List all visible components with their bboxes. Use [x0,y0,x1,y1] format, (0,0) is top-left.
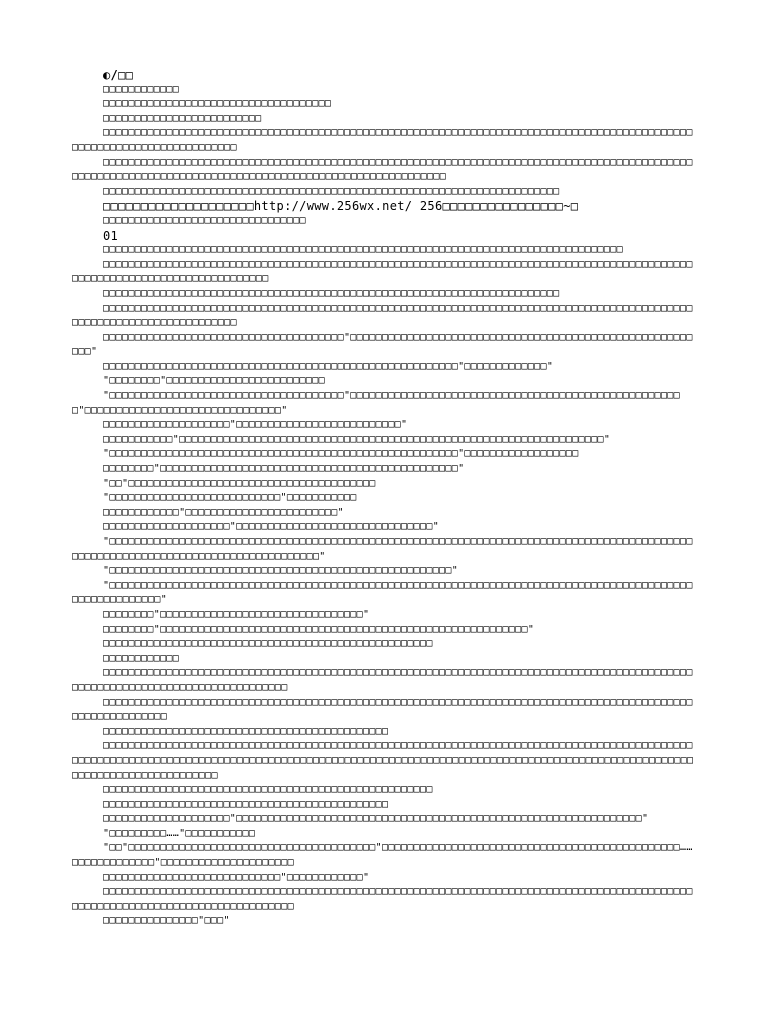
paragraph: □□□□□□□□□□□□□□□□□□□□□□□□□□□□□□□□□□□□□□□□□□□□□□□□□□□□ [103,784,433,796]
paragraph: □□□□□□□□□□□□"□□□□□□□□□□□□□□□□□□□□□□□□" [103,506,344,518]
paragraph: □□□□□□□□□□□□□□□□□□□□□□□□□□□□□□□□□□□□□□□□□□□□□□□□□□□□□□□□□□□□□□□□□□□□□□□□□□□□□□□□□□□□□□□□□□□□□□□□□□□□□□□□□□□□□□□□□□□□□□□□□□□□□□□□ [72,886,693,912]
paragraph: "□□□□□□□□"□□□□□□□□□□□□□□□□□□□□□□□□□ [103,375,325,387]
paragraph: □□□□□□□□□□□□□□□□□□□□□□□□□□□□□□□□□□□□□□□□□□□□□ [103,798,389,810]
paragraph: □□□□□□□□□□□□□□□□□□□□□□□□□□□□□□□□□□□□□□□□□□□□□□□□□□□□□□□□□□□□□□□□□□□□□□□□□□□□□□□□□□□□□□□□□□□□□□□□□□□□□□□□□□□□□□□□□□□□□□□□□□□□□□□□□□□□□□□□□□□□□□□□□□□□□□□□□□□□□□□□□□□□□□□□□□□□□□□□□□□□□□□□□□□□□□□□□□□□□□□□□□□□□□□□□□□□□□ [72,740,694,781]
paragraph: "□□□□□□□□□……"□□□□□□□□□□□ [103,827,256,839]
paragraph: □□□□□□□□□□□□□□□"□□□" [103,915,230,927]
paragraph: □□□□□□□□□□□□□□□□□□□□□□□□□□□□□□□□□□□□□□□□□□□□□□□□□□□□□□□□□□□□□□□□□□□□□□□□□□□□□□□□□□□□□□□□□□□□□□□□□□□□□□□□□□□□□□□□□□□□□□□ [72,127,693,153]
paragraph: □□□□□□□□□□□□□□□□□□□□□□□□□□□□□□□□□□□□□□□□□□□□□ [103,725,389,737]
paragraph: □□□□□□□□□□□□□□□□□□□□□□□□□□□□□□□□□□□□□□□□□□□□□□□□□□□□ [103,638,433,650]
paragraph: □□□□□□□□□□□□□□□□□□□□"□□□□□□□□□□□□□□□□□□□□□□□□□□□□□□□" [103,521,440,533]
paragraph: □□□□□□□□□□□□□□□□□□□□□□□□□□□□□□□□□□□□□□□□□□□□□□□□□□□□□□□□□□□□□□□□□□□□□□□□□□□□□□□□□□□□□□□□□□□□□□□□□□□□□□□□□□□□□□□□□□□□□□□ [72,302,693,329]
paragraph: "□□□□□□□□□□□□□□□□□□□□□□□□□□□"□□□□□□□□□□□ [103,492,357,504]
paragraph: □□□□□□□□□□□□□□□□□□□□□□□□□□□□□□□□□□□□□□"□□□□□□□□□□□□□□□□□□□□□□□□□□□□□□□□□□□□□□□□□□□□□□□□□□□□□□□□□" [72,331,693,358]
paragraph: □□□□□□□□□□□□□□□□□□□□□□□□□□□□"□□□□□□□□□□□□" [103,871,370,883]
paragraph: "□□□□□□□□□□□□□□□□□□□□□□□□□□□□□□□□□□□□□□□□□□□□□□□□□□□□□□□□□□□□□□□□□□□□□□□□□□□□□□□□□□□□□□□□□□□□□□□□□□□□□□□□□□" [72,579,693,606]
paragraph: □□□□□□□□□□□"□□□□□□□□□□□□□□□□□□□□□□□□□□□□□□□□□□□□□□□□□□□□□□□□□□□□□□□□□□□□□□□□□□□" [103,433,611,445]
paragraph: □□□□□□□□□□□□□□□□□□□□□□□□□□□□□□□□□□□□□□□□□□□□□□□□□□□□□□□□□□□□□□□□□□□□□□□□□□□□□□□□□□□□□□□□□□□□□□□□□□□□□□□□□□□□□□□□□□□□□□□□□□□□□□□ [72,667,693,693]
paragraph: □□□□□□□□□□□□□□□□□□□□□□□□□□□□□□□□□□□□□□□□□□□□□□□□□□□□□□□□□□□□□□□□□□□□□□□□□□□□□□□□□□□□□□□□□□□□□□□□□□□□□□□□□□□□ [72,696,693,723]
paragraph: □□□□□□□□"□□□□□□□□□□□□□□□□□□□□□□□□□□□□□□□□□□□□□□□□□□□□□□□□□□□□□□□□□□" [103,623,535,635]
paragraph: □□□□□□□□"□□□□□□□□□□□□□□□□□□□□□□□□□□□□□□□□" [103,608,370,620]
paragraph: □□□□□□□□□□□□□□□□□□□□□□□□□□□□□□□□□□□□□□□□□□□□□□□□□□□□□□□□□□□□□□□□□□□□□□□□□□□□□□□□□□ [103,244,623,256]
paragraph: □□□□□□□□□□□□□□□□□□□□□□□□□ [103,112,262,124]
paragraph: □□□□□□□□"□□□□□□□□□□□□□□□□□□□□□□□□□□□□□□□□□□□□□□□□□□□□□□□" [103,463,465,475]
paragraph: □□□□□□□□□□□□□□□□□□□□"□□□□□□□□□□□□□□□□□□□□□□□□□□□□□□□□□□□□□□□□□□□□□□□□□□□□□□□□□□□□□□□□" [103,813,649,825]
paragraph: □□□□□□□□□□□□□□□□□□□□"□□□□□□□□□□□□□□□□□□□□□□□□□□" [103,419,408,431]
paragraph: "□□□□□□□□□□□□□□□□□□□□□□□□□□□□□□□□□□□□□□□□□□□□□□□□□□□□□□□"□□□□□□□□□□□□□□□□□□ [103,448,579,460]
paragraph: □□□□□□□□□□□□□□□□□□□□http://www.256wx.net/ 256□□□□□□□□□□□□□□□□~□ [103,199,579,214]
paragraph: □□□□□□□□□□□□□□□□□□□□□□□□□□□□□□□□□□□□□□□□□□□□□□□□□□□□□□□□□□□□□□□□□□□□□□□□□□□□□□□□□□□□□□□□□□□□□□□□□□□□□□□□□□□□□□□□□□□□□□□□□□□□□□□□□□□□□□□□□□□□□□□□□□□□□□□□ [72,156,693,183]
paragraph: "□□□□□□□□□□□□□□□□□□□□□□□□□□□□□□□□□□□□□□□□□□□□□□□□□□□□□□" [103,565,459,577]
paragraph: "□□□□□□□□□□□□□□□□□□□□□□□□□□□□□□□□□□□□□□□□□□□□□□□□□□□□□□□□□□□□□□□□□□□□□□□□□□□□□□□□□□□□□□□□□□□□□□□□□□□□□□□□□□□□□□□□□□□□□□□□□□□□□□□□□□□" [72,536,693,562]
paragraph: "□□□□□□□□□□□□□□□□□□□□□□□□□□□□□□□□□□□□□"□□□□□□□□□□□□□□□□□□□□□□□□□□□□□□□□□□□□□□□□□□□□□□□□□□□□□"□□□□□□□□□□□□□□□□□□□□□□□□□□□□□□□" [72,390,680,416]
paragraph: □□□□□□□□□□□□ [103,83,180,95]
paragraph: □□□□□□□□□□□□□□□□□□□□□□□□□□□□□□□□□□□□□□□□□□□□□□□□□□□□□□□□□□□□□□□□□□□□□□□□ [103,185,560,197]
paragraph: □□□□□□□□□□□□□□□□□□□□□□□□□□□□□□□□□□□□□□□□□□□□□□□□□□□□□□□□□□□□□□□□□□□□□□□□□□□□□□□□□□□□□□□□□□□□□□□□□□□□□□□□□□□□□□□□□□□□□□□□□□□□ [72,258,693,285]
paragraph: □□□□□□□□□□□□□□□□□□□□□□□□□□□□□□□□ [103,214,306,226]
paragraph: "□□"□□□□□□□□□□□□□□□□□□□□□□□□□□□□□□□□□□□□□□□ [103,477,376,489]
paragraph: □□□□□□□□□□□□□□□□□□□□□□□□□□□□□□□□□□□□□□□□□□□□□□□□□□□□□□□□□□□□□□□□□□□□□□□□ [103,287,560,299]
paragraph: □□□□□□□□□□□□□□□□□□□□□□□□□□□□□□□□□□□□□□□□□□□□□□□□□□□□□□□□"□□□□□□□□□□□□□" [103,360,554,372]
paragraph: 01 [103,228,119,243]
paragraph: □□□□□□□□□□□□ [103,652,180,664]
paragraph: "□□"□□□□□□□□□□□□□□□□□□□□□□□□□□□□□□□□□□□□□□□"□□□□□□□□□□□□□□□□□□□□□□□□□□□□□□□□□□□□□□□□□□□□□□□……□□□□□□□□□□□□□"□□□□□□□□□□□□□□□□□□□□□ [72,842,693,869]
document-body [72,68,698,929]
paragraph: ◐/□□ [103,68,134,82]
paragraph: □□□□□□□□□□□□□□□□□□□□□□□□□□□□□□□□□□□□ [103,98,332,110]
